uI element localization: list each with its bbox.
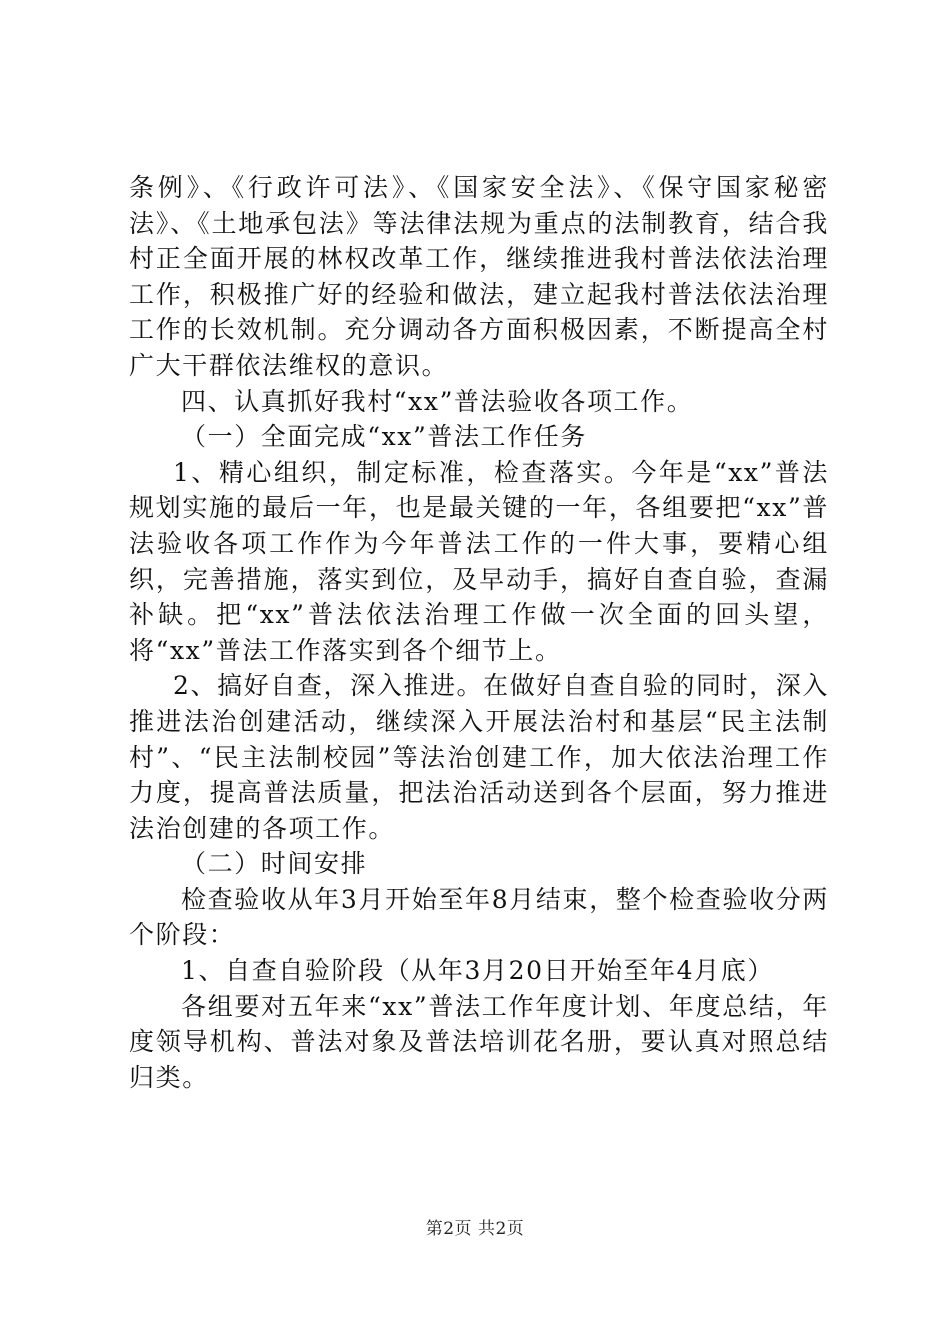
paragraph-legal-education: 条例》、《行政许可法》、《国家安全法》、《保守国家秘密法》、《土地承包法》等法律法规为重点的法制教育，结合我村正全面开展的林权改革工作，继续推进我村普法依法治理工作，积极推广好的经验和做法，建立起我村普法依法治理工作的长效机制。充分调动各方面积极因素，不断提高全村广大干群依法维权的意识。 (129, 173, 829, 380)
paragraph-phase-one-detail: 各组要对五年来“xx”普法工作年度计划、年度总结，年度领导机构、普法对象及普法培训花名册，要认真对照总结归类。 (129, 991, 829, 1092)
page-number-footer: 第2页 共2页 (425, 1219, 525, 1239)
subsection-heading-two: （二）时间安排 (181, 849, 368, 879)
paragraph-item-1: 1、精心组织，制定标准，检查落实。今年是“xx”普法规划实施的最后一年，也是最关键的一年，各组要把“xx”普法验收各项工作作为今年普法工作的一件大事，要精心组织，完善措施，落实到位，及早动手，搞好自查自验，查漏补缺。把“xx”普法依法治理工作做一次全面的回头望，将“xx”普法工作落实到各个细节上。 (129, 457, 829, 665)
paragraph-item-2: 2、搞好自查，深入推进。在做好自查自验的同时，深入推进法治创建活动，继续深入开展法治村和基层“民主法制村”、“民主法制校园”等法治创建工作，加大依法治理工作力度，提高普法质量，把法治活动送到各个层面，努力推进法治创建的各项工作。 (129, 671, 829, 843)
document-body (129, 170, 829, 1095)
section-heading-four: 四、认真抓好我村“xx”普法验收各项工作。 (181, 386, 694, 416)
paragraph-schedule: 检查验收从年3月开始至年8月结束，整个检查验收分两个阶段： (129, 884, 829, 950)
subsection-heading-one: （一）全面完成“xx”普法工作任务 (181, 422, 587, 452)
paragraph-phase-one: 1、自查自验阶段（从年3月20日开始至年4月底） (181, 956, 774, 986)
